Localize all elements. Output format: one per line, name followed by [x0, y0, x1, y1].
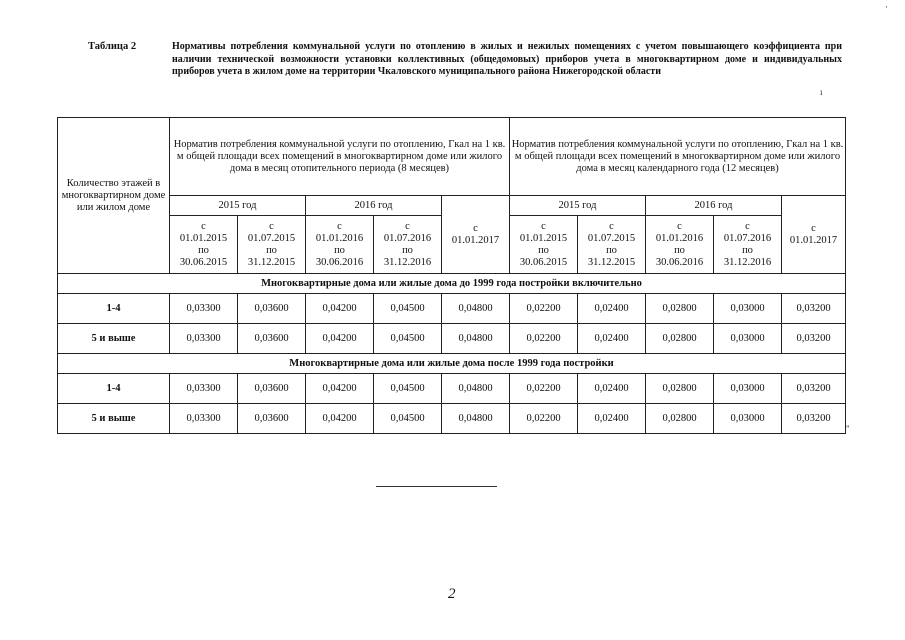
period-header — [238, 216, 306, 274]
value-cell: 0,03000 — [714, 404, 782, 434]
period-line: 31.12.2015 — [587, 256, 636, 268]
norms-table — [57, 117, 846, 434]
section-title: Многоквартирные дома или жилые дома до 1999 года постройки включительно — [58, 274, 846, 294]
value-cell: 0,04800 — [442, 374, 510, 404]
period-line: 01.01.2016 — [655, 232, 704, 244]
period-header — [510, 216, 578, 274]
period-line: 01.07.2015 — [247, 232, 296, 244]
period-line: 31.12.2015 — [247, 256, 296, 268]
group-header-calendar-year: Норматив потребления коммунальной услуги по отоплению, Гкал на 1 кв. м общей площади всех помещений в многоквартирном доме или жилого дома в месяц календарного года (12 месяцев) — [510, 118, 846, 196]
value-cell: 0,03200 — [782, 374, 846, 404]
period-header — [170, 216, 238, 274]
period-line: с — [811, 222, 816, 234]
period-line: по — [538, 244, 549, 256]
period-line: 01.07.2015 — [587, 232, 636, 244]
period-line: с — [677, 220, 682, 232]
value-cell: 0,03600 — [238, 404, 306, 434]
value-cell: 0,04500 — [374, 374, 442, 404]
year-header: 2015 год — [170, 196, 306, 216]
period-line: по — [742, 244, 753, 256]
value-cell: 0,04500 — [374, 324, 442, 354]
period-line: с — [609, 220, 614, 232]
value-cell: 0,04200 — [306, 404, 374, 434]
period-line: 01.01.2017 — [451, 234, 500, 246]
period-line: по — [334, 244, 345, 256]
period-header — [714, 216, 782, 274]
floors-cell: 5 и выше — [58, 404, 170, 434]
section-header-row — [58, 354, 846, 374]
floors-cell: 5 и выше — [58, 324, 170, 354]
value-cell: 0,04800 — [442, 404, 510, 434]
separator-line — [376, 486, 497, 487]
floors-cell: 1-4 — [58, 294, 170, 324]
year-header: 2016 год — [646, 196, 782, 216]
table-row — [58, 324, 846, 354]
page-number: 2 — [448, 586, 456, 602]
period-line: 30.06.2016 — [655, 256, 704, 268]
period-line: по — [674, 244, 685, 256]
table-caption-title: Нормативы потребления коммунальной услуги по отоплению в жилых и нежилых помещениях с учетом повышающего коэффициента при наличии технической возможности установки коллективных (общедомовых) приборов учета в многоквартирном доме и индивидуальных приборов учета в жилом доме на территории Чкаловского муниципального района Нижегородской области — [172, 41, 842, 77]
period-line: 01.01.2015 — [519, 232, 568, 244]
value-cell: 0,02200 — [510, 404, 578, 434]
value-cell: 0,02400 — [578, 374, 646, 404]
period-header — [306, 216, 374, 274]
value-cell: 0,03600 — [238, 374, 306, 404]
period-line: 30.06.2016 — [315, 256, 364, 268]
value-cell: 0,02200 — [510, 294, 578, 324]
period-line: 31.12.2016 — [383, 256, 432, 268]
value-cell: 0,03000 — [714, 294, 782, 324]
value-cell: 0,04200 — [306, 324, 374, 354]
value-cell: 0,02800 — [646, 294, 714, 324]
period-line: с — [337, 220, 342, 232]
year-header: 2015 год — [510, 196, 646, 216]
value-cell: 0,02400 — [578, 324, 646, 354]
period-line: 01.01.2016 — [315, 232, 364, 244]
value-cell: 0,02400 — [578, 404, 646, 434]
section-title: Многоквартирные дома или жилые дома после 1999 года постройки — [58, 354, 846, 374]
group-header-heating-period: Норматив потребления коммунальной услуги по отоплению, Гкал на 1 кв. м общей площади всех помещений в многоквартирном доме или жилого дома в месяц отопительного периода (8 месяцев) — [170, 118, 510, 196]
period-line: по — [198, 244, 209, 256]
period-line: с — [473, 222, 478, 234]
value-cell: 0,03000 — [714, 324, 782, 354]
period-line: с — [201, 220, 206, 232]
period-line: с — [269, 220, 274, 232]
period-header — [374, 216, 442, 274]
year-header: 2016 год — [306, 196, 442, 216]
value-cell: 0,03600 — [238, 324, 306, 354]
trailing-quote-mark: " — [846, 424, 850, 434]
value-cell: 0,02400 — [578, 294, 646, 324]
value-cell: 0,03300 — [170, 404, 238, 434]
period-line: по — [402, 244, 413, 256]
period-line: 30.06.2015 — [179, 256, 228, 268]
table-caption-label: Таблица 2 — [88, 41, 137, 52]
value-cell: 0,02800 — [646, 324, 714, 354]
value-cell: 0,04200 — [306, 374, 374, 404]
value-cell: 0,02200 — [510, 374, 578, 404]
value-cell: 0,03200 — [782, 294, 846, 324]
row-label-header: Количество этажей в многоквартирном доме или жилом доме — [58, 118, 170, 274]
floors-cell: 1-4 — [58, 374, 170, 404]
value-cell: 0,04800 — [442, 294, 510, 324]
period-header — [578, 216, 646, 274]
value-cell: 0,03300 — [170, 374, 238, 404]
period-line: 30.06.2015 — [519, 256, 568, 268]
value-cell: 0,02800 — [646, 404, 714, 434]
period-line: 01.07.2016 — [383, 232, 432, 244]
value-cell: 0,04200 — [306, 294, 374, 324]
period-header — [782, 196, 846, 274]
value-cell: 0,03200 — [782, 324, 846, 354]
period-line: с — [745, 220, 750, 232]
value-cell: 0,02200 — [510, 324, 578, 354]
value-cell: 0,04800 — [442, 324, 510, 354]
period-line: с — [541, 220, 546, 232]
value-cell: 0,02800 — [646, 374, 714, 404]
table-row — [58, 404, 846, 434]
value-cell: 0,04500 — [374, 404, 442, 434]
value-cell: 0,03300 — [170, 324, 238, 354]
value-cell: 0,04500 — [374, 294, 442, 324]
value-cell: 0,03200 — [782, 404, 846, 434]
value-cell: 0,03000 — [714, 374, 782, 404]
scan-corner-mark: · — [885, 2, 888, 12]
period-line: 01.07.2016 — [723, 232, 772, 244]
table-row — [58, 294, 846, 324]
scan-mark: ı — [820, 87, 823, 97]
period-line: по — [266, 244, 277, 256]
period-header — [442, 196, 510, 274]
period-line: 01.01.2015 — [179, 232, 228, 244]
period-line: 31.12.2016 — [723, 256, 772, 268]
period-header — [646, 216, 714, 274]
period-line: с — [405, 220, 410, 232]
value-cell: 0,03300 — [170, 294, 238, 324]
period-line: 01.01.2017 — [789, 234, 838, 246]
value-cell: 0,03600 — [238, 294, 306, 324]
period-line: по — [606, 244, 617, 256]
table-row — [58, 374, 846, 404]
section-header-row — [58, 274, 846, 294]
